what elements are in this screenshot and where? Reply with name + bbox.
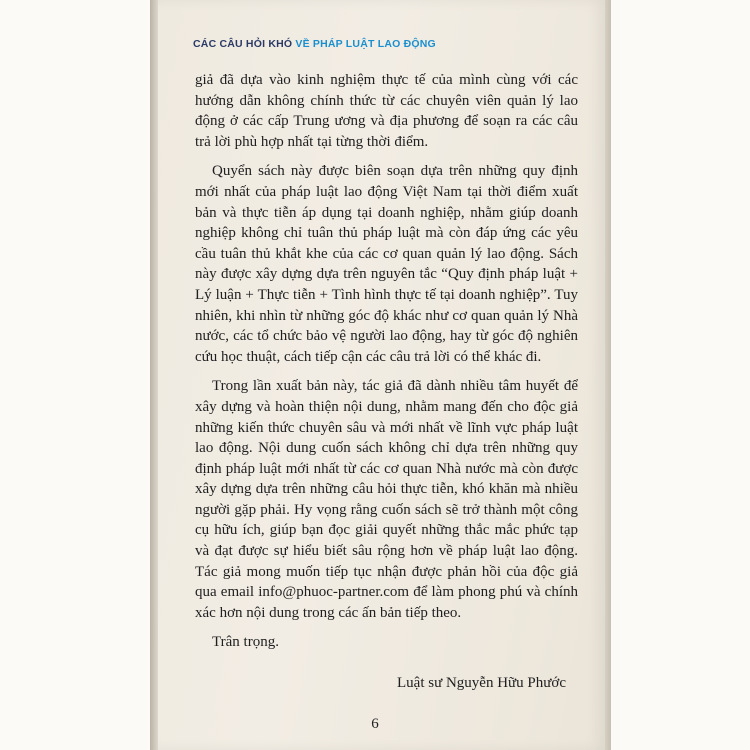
page-body [195, 70, 578, 694]
author-signature: Luật sư Nguyễn Hữu Phước [397, 675, 566, 692]
closing-greeting: Trân trọng. [212, 634, 279, 651]
book-spine-edge [150, 0, 158, 750]
header-title-part2: VỀ PHÁP LUẬT LAO ĐỘNG [295, 38, 436, 50]
header-title-part1: CÁC CÂU HỎI KHÓ [193, 38, 293, 50]
page-right-edge [605, 0, 611, 750]
paragraph-2: Quyển sách này được biên soạn dựa trên những quy định mới nhất của pháp luật lao động Việt Nam tại thời điểm xuất bản và thực tiễn áp dụng tại doanh nghiệp, nhằm giúp doanh nghiệp không chỉ tuân thủ pháp luật mà còn đáp ứng các yêu cầu tuân thủ khắt khe của các cơ quan quản lý lao động. Sách này được xây dựng dựa trên nguyên tắc “Quy định pháp luật + Lý luận + Thực tiễn + Tình hình thực tế tại doanh nghiệp”. Tuy nhiên, khi nhìn từ những góc độ khác như cơ quan quản lý Nhà nước, các tổ chức bảo vệ người lao động, hay từ góc độ nghiên cứu học thuật, cách tiếp cận các câu trả lời có thể khác đi. [195, 163, 578, 365]
paragraph-3: Trong lần xuất bản này, tác giả đã dành nhiều tâm huyết để xây dựng và hoàn thiện nội dung, nhằm mang đến cho độc giả những kiến thức chuyên sâu và mới nhất về lĩnh vực pháp luật lao động. Nội dung cuốn sách không chỉ dựa trên những quy định pháp luật mới nhất từ các cơ quan Nhà nước mà còn được xây dựng dựa trên những câu hỏi thực tiễn, khó khăn mà nhiều người gặp phải. Hy vọng rằng cuốn sách sẽ trở thành một công cụ hữu ích, giúp bạn đọc giải quyết những thắc mắc phức tạp và đạt được sự hiểu biết sâu rộng hơn về pháp luật lao động. Tác giả mong muốn tiếp tục nhận được phản hồi của độc giả qua email info@phuoc-partner.com để làm phong phú và chính xác hơn nội dung trong các ấn bản tiếp theo. [195, 378, 578, 621]
running-header [193, 38, 436, 50]
page-number: 6 [371, 716, 379, 732]
paragraph-1: giả đã dựa vào kinh nghiệm thực tế của mình cùng với các hướng dẫn không chính thức từ các chuyên viên quản lý lao động ở các cấp Trung ương và địa phương để soạn ra các câu trả lời phù hợp nhất tại từng thời điểm. [195, 72, 578, 150]
